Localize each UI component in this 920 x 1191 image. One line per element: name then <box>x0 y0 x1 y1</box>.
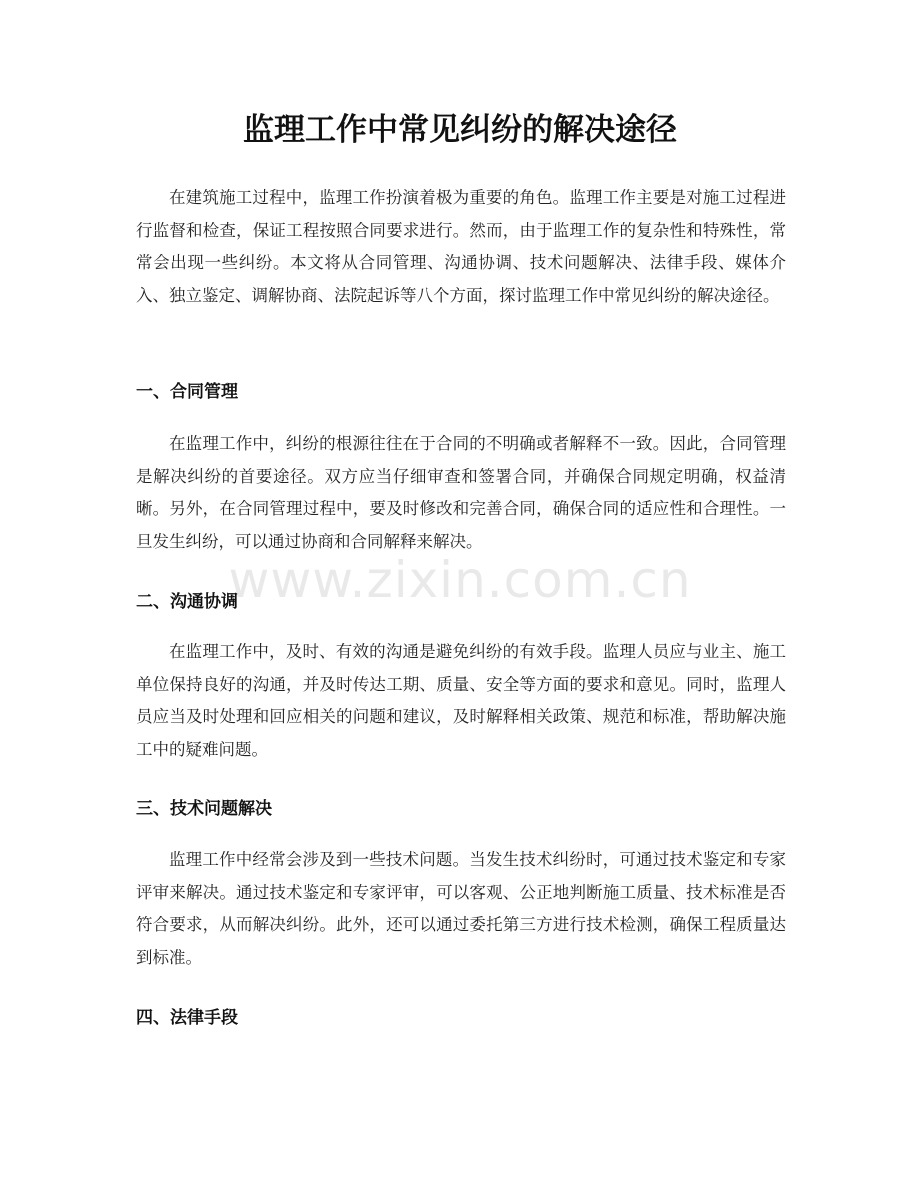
intro-paragraph: 在建筑施工过程中，监理工作扮演着极为重要的角色。监理工作主要是对施工过程进行监督和检查，保证工程按照合同要求进行。然而，由于监理工作的复杂性和特殊性，常常会出现一些纠纷。本文将从合同管理、沟通协调、技术问题解决、法律手段、媒体介入、独立鉴定、调解协商、法院起诉等八个方面，探讨监理工作中常见纠纷的解决途径。 <box>136 188 786 305</box>
watermark: www.zixin.com.cn <box>228 551 692 609</box>
document-title: 监理工作中常见纠纷的解决途径 <box>243 112 677 148</box>
section-body-contract: 在监理工作中，纠纷的根源往往在于合同的不明确或者解释不一致。因此，合同管理是解决纠纷的首要途径。双方应当仔细审查和签署合同，并确保合同规定明确，权益清晰。另外，在合同管理过程中，要及时修改和完善合同，确保合同的适应性和合理性。一旦发生纠纷，可以通过协商和合同解释来解决。 <box>136 434 786 551</box>
section-heading-legal: 四、法律手段 <box>136 1008 238 1028</box>
section-heading-technical: 三、技术问题解决 <box>136 799 272 819</box>
section-body-technical: 监理工作中经常会涉及到一些技术问题。当发生技术纠纷时，可通过技术鉴定和专家评审来解决。通过技术鉴定和专家评审，可以客观、公正地判断施工质量、技术标准是否符合要求，从而解决纠纷。此外，还可以通过委托第三方进行技术检测，确保工程质量达到标准。 <box>136 850 786 967</box>
section-body-communication: 在监理工作中，及时、有效的沟通是避免纠纷的有效手段。监理人员应与业主、施工单位保持良好的沟通，并及时传达工期、质量、安全等方面的要求和意见。同时，监理人员应当及时处理和回应相关的问题和建议，及时解释相关政策、规范和标准，帮助解决施工中的疑难问题。 <box>136 642 786 759</box>
section-heading-communication: 二、沟通协调 <box>136 592 238 612</box>
section-heading-contract: 一、合同管理 <box>136 382 238 402</box>
